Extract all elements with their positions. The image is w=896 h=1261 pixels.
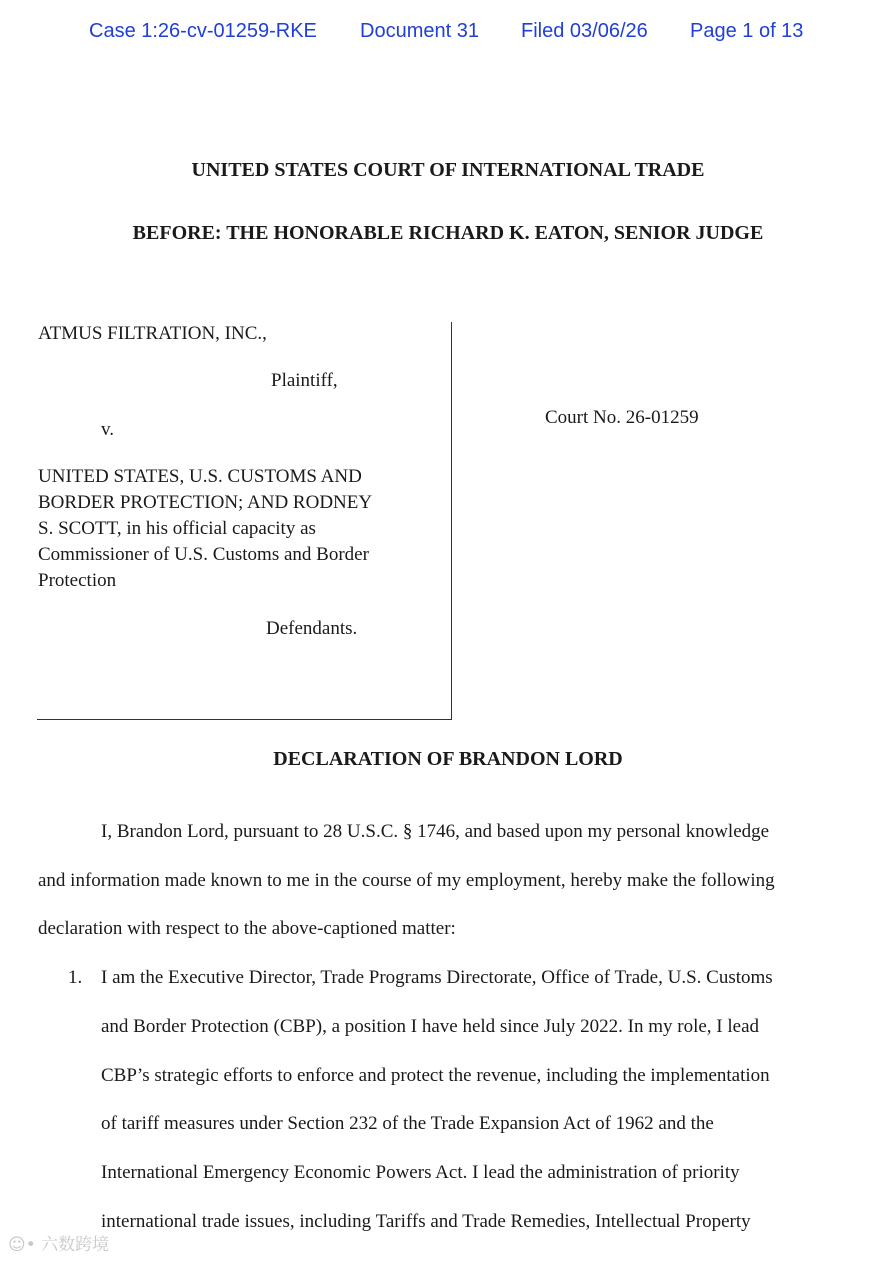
defendant-line: UNITED STATES, U.S. CUSTOMS AND (38, 466, 362, 487)
plaintiff-name: ATMUS FILTRATION, INC., (38, 323, 267, 344)
defendant-line: Commissioner of U.S. Customs and Border (38, 544, 369, 565)
judge-line: BEFORE: THE HONORABLE RICHARD K. EATON, SENIOR JUDGE (132, 222, 764, 244)
watermark: ☺• 六数跨境 (8, 1235, 110, 1255)
filing-header (0, 20, 896, 46)
filed-date: Filed 03/06/26 (521, 20, 648, 42)
paragraph-line: International Emergency Economic Powers Act. I lead the administration of priority (101, 1162, 740, 1183)
paragraph-line: of tariff measures under Section 232 of the Trade Expansion Act of 1962 and the (101, 1113, 714, 1134)
court-name: UNITED STATES COURT OF INTERNATIONAL TRADE (191, 159, 705, 181)
intro-line: I, Brandon Lord, pursuant to 28 U.S.C. § 1746, and based upon my personal knowledge (101, 821, 770, 842)
intro-line: and information made known to me in the course of my employment, hereby make the following (38, 870, 775, 891)
defendant-line: S. SCOTT, in his official capacity as (38, 518, 316, 539)
paragraph-line: CBP’s strategic efforts to enforce and protect the revenue, including the implementation (101, 1065, 770, 1086)
versus: v. (101, 419, 115, 440)
court-number: Court No. 26-01259 (545, 407, 699, 428)
paragraph-line: international trade issues, including Tariffs and Trade Remedies, Intellectual Property (101, 1211, 751, 1232)
defendant-line: BORDER PROTECTION; AND RODNEY (38, 492, 373, 513)
paragraph-line: and Border Protection (CBP), a position I have held since July 2022. In my role, I lead (101, 1016, 760, 1037)
declaration-title: DECLARATION OF BRANDON LORD (273, 748, 623, 770)
document-number: Document 31 (360, 20, 479, 42)
paragraph-number: 1. (68, 967, 83, 988)
paragraph-line: I am the Executive Director, Trade Programs Directorate, Office of Trade, U.S. Customs (101, 967, 773, 988)
case-number: Case 1:26-cv-01259-RKE (89, 20, 317, 42)
caption-vertical-rule (451, 322, 452, 720)
plaintiff-label: Plaintiff, (271, 370, 338, 391)
defendants-label: Defendants. (266, 618, 358, 639)
intro-line: declaration with respect to the above-captioned matter: (38, 918, 456, 939)
caption-horizontal-rule (37, 719, 452, 720)
defendant-line: Protection (38, 570, 117, 591)
defendants-names (38, 464, 418, 594)
page-indicator: Page 1 of 13 (690, 20, 804, 42)
